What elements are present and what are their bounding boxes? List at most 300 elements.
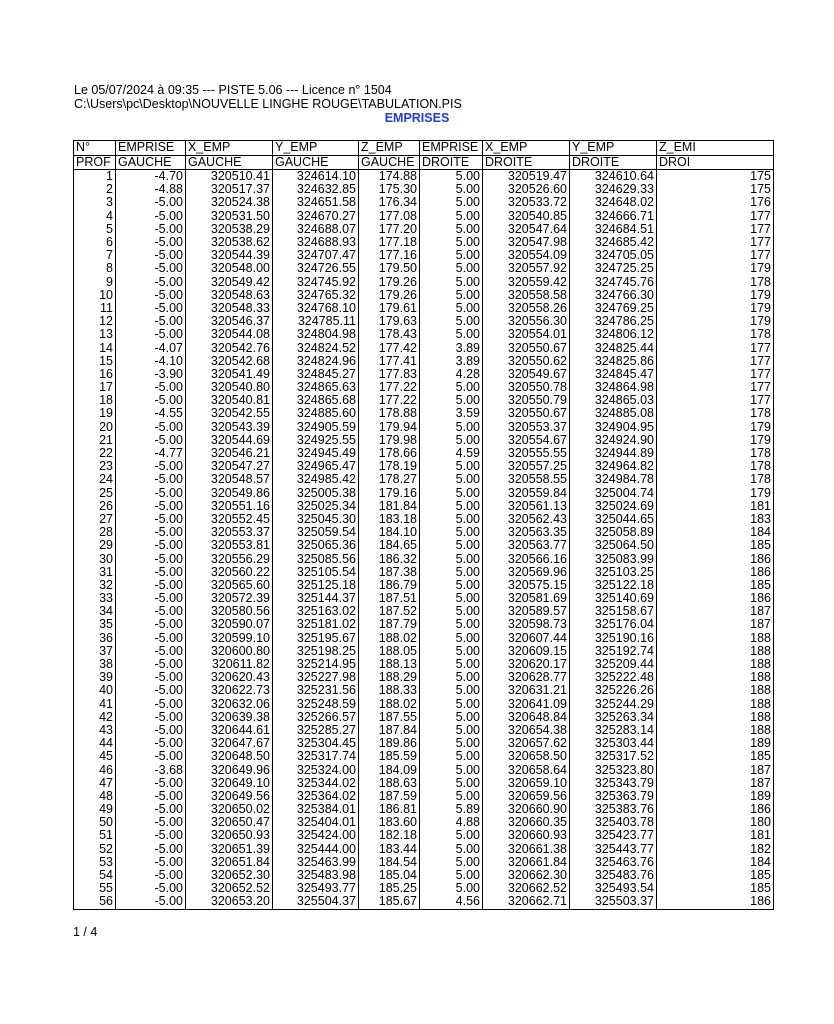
table-cell: 320560.22	[186, 566, 273, 579]
table-cell: 320658.64	[483, 763, 570, 776]
table-cell: 320524.38	[186, 196, 273, 209]
table-cell: 325384.01	[273, 803, 359, 816]
table-cell: 325503.37	[570, 895, 657, 909]
table-cell: 5.00	[420, 170, 483, 184]
table-cell: 324766.30	[570, 289, 657, 302]
table-cell: 189.86	[359, 737, 420, 750]
table-cell: 320533.72	[483, 196, 570, 209]
table-header	[74, 141, 774, 170]
table-cell: 325226.26	[570, 684, 657, 697]
table-cell: 186	[657, 895, 774, 909]
table-row	[74, 763, 774, 776]
table-cell: 325024.69	[570, 500, 657, 513]
table-row	[74, 856, 774, 869]
table-cell: 184	[657, 526, 774, 539]
table-cell: 5.00	[420, 869, 483, 882]
table-cell: 22	[74, 447, 116, 460]
table-cell: 324865.68	[273, 394, 359, 407]
table-cell: 23	[74, 460, 116, 473]
table-cell: 188	[657, 645, 774, 658]
table-cell: -5.00	[116, 895, 186, 909]
table-cell: 325192.74	[570, 645, 657, 658]
table-cell: 186.32	[359, 552, 420, 565]
table-cell: 320542.55	[186, 407, 273, 420]
table-row	[74, 869, 774, 882]
column-header: Z_EMI	[657, 141, 774, 156]
table-cell: 320660.35	[483, 816, 570, 829]
table-cell: 325227.98	[273, 671, 359, 684]
table-cell: 320650.02	[186, 803, 273, 816]
table-cell: 179.26	[359, 276, 420, 289]
table-cell: 320549.86	[186, 487, 273, 500]
column-header: DROI	[657, 155, 774, 170]
table-cell: 324786.25	[570, 315, 657, 328]
table-cell: 324845.47	[570, 368, 657, 381]
table-cell: 179	[657, 421, 774, 434]
table-cell: 325463.99	[273, 856, 359, 869]
table-cell: 18	[74, 394, 116, 407]
table-cell: -5.00	[116, 803, 186, 816]
table-cell: 325283.14	[570, 724, 657, 737]
table-cell: 320648.50	[186, 750, 273, 763]
table-cell: 179	[657, 302, 774, 315]
table-cell: 4.28	[420, 368, 483, 381]
table-row	[74, 289, 774, 302]
table-cell: 324905.59	[273, 421, 359, 434]
emprises-table	[73, 140, 774, 910]
table-cell: 325444.00	[273, 843, 359, 856]
table-cell: 186	[657, 803, 774, 816]
table-cell: 5.00	[420, 552, 483, 565]
table-cell: 37	[74, 645, 116, 658]
table-cell: -5.00	[116, 434, 186, 447]
table-row	[74, 183, 774, 196]
table-cell: 48	[74, 790, 116, 803]
table-cell: 320662.30	[483, 869, 570, 882]
column-header: DROITE	[420, 155, 483, 170]
table-cell: 320632.06	[186, 698, 273, 711]
table-row	[74, 645, 774, 658]
table-cell: 5.00	[420, 196, 483, 209]
table-row	[74, 671, 774, 684]
table-cell: 320660.90	[483, 803, 570, 816]
table-row	[74, 632, 774, 645]
table-cell: 178	[657, 276, 774, 289]
table-cell: 325363.79	[570, 790, 657, 803]
table-row	[74, 262, 774, 275]
table-cell: 5.00	[420, 236, 483, 249]
table-cell: 55	[74, 882, 116, 895]
table-cell: 10	[74, 289, 116, 302]
table-cell: 45	[74, 750, 116, 763]
table-cell: 185.04	[359, 869, 420, 882]
table-cell: 324865.03	[570, 394, 657, 407]
table-cell: 5.00	[420, 289, 483, 302]
table-cell: 5.00	[420, 711, 483, 724]
table-cell: -5.00	[116, 500, 186, 513]
table-cell: 188	[657, 632, 774, 645]
table-cell: -5.00	[116, 421, 186, 434]
table-cell: 320662.52	[483, 882, 570, 895]
column-header: GAUCHE	[273, 155, 359, 170]
table-cell: 5.00	[420, 249, 483, 262]
table-cell: 320541.49	[186, 368, 273, 381]
column-header: EMPRISE	[420, 141, 483, 156]
table-cell: 325443.77	[570, 843, 657, 856]
column-header: Z_EMP	[359, 141, 420, 156]
table-cell: 54	[74, 869, 116, 882]
table-cell: 24	[74, 473, 116, 486]
table-cell: 5.00	[420, 487, 483, 500]
table-cell: 175.30	[359, 183, 420, 196]
report-header-line: Le 05/07/2024 à 09:35 --- PISTE 5.06 --- Licence n° 1504	[74, 83, 392, 97]
table-cell: 27	[74, 513, 116, 526]
table-row	[74, 249, 774, 262]
table-cell: 320547.98	[483, 236, 570, 249]
table-cell: 44	[74, 737, 116, 750]
table-cell: 324944.89	[570, 447, 657, 460]
table-cell: 325248.59	[273, 698, 359, 711]
table-row	[74, 315, 774, 328]
column-header: X_EMP	[483, 141, 570, 156]
table-cell: -4.55	[116, 407, 186, 420]
table-cell: 5.00	[420, 790, 483, 803]
table-cell: 188.02	[359, 632, 420, 645]
table-cell: 320542.76	[186, 341, 273, 354]
table-row	[74, 684, 774, 697]
table-cell: 320649.56	[186, 790, 273, 803]
table-row	[74, 487, 774, 500]
table-cell: 324614.10	[273, 170, 359, 184]
table-cell: 324984.78	[570, 473, 657, 486]
table-cell: 189	[657, 790, 774, 803]
table-cell: -5.00	[116, 843, 186, 856]
table-cell: 188	[657, 711, 774, 724]
table-cell: 187	[657, 763, 774, 776]
column-header: X_EMP	[186, 141, 273, 156]
table-cell: 325058.89	[570, 526, 657, 539]
table-cell: 2	[74, 183, 116, 196]
table-cell: 184.54	[359, 856, 420, 869]
table-cell: 5.00	[420, 513, 483, 526]
table-cell: 320649.96	[186, 763, 273, 776]
table-cell: 324925.55	[273, 434, 359, 447]
table-row	[74, 407, 774, 420]
table-cell: 36	[74, 632, 116, 645]
table-cell: 179.26	[359, 289, 420, 302]
table-cell: 324865.63	[273, 381, 359, 394]
table-cell: 324825.44	[570, 341, 657, 354]
table-cell: -5.00	[116, 381, 186, 394]
table-cell: 325483.98	[273, 869, 359, 882]
table-cell: -5.00	[116, 671, 186, 684]
table-cell: 320580.56	[186, 605, 273, 618]
table-cell: 185.25	[359, 882, 420, 895]
table-cell: 177.41	[359, 355, 420, 368]
table-cell: 3	[74, 196, 116, 209]
table-row	[74, 500, 774, 513]
table-cell: 46	[74, 763, 116, 776]
table-cell: 9	[74, 276, 116, 289]
column-header: Y_EMP	[570, 141, 657, 156]
table-cell: 188.02	[359, 698, 420, 711]
table-cell: 177	[657, 394, 774, 407]
table-cell: -5.00	[116, 579, 186, 592]
table-cell: 325244.29	[570, 698, 657, 711]
table-cell: 29	[74, 539, 116, 552]
table-cell: 8	[74, 262, 116, 275]
table-cell: 320547.27	[186, 460, 273, 473]
table-cell: 182	[657, 843, 774, 856]
table-cell: 320538.62	[186, 236, 273, 249]
table-cell: 325222.48	[570, 671, 657, 684]
table-cell: 5.00	[420, 434, 483, 447]
table-cell: -5.00	[116, 645, 186, 658]
table-cell: -4.70	[116, 170, 186, 184]
table-row	[74, 829, 774, 842]
table-cell: 325343.79	[570, 777, 657, 790]
table-cell: 320575.15	[483, 579, 570, 592]
table-cell: 177	[657, 381, 774, 394]
table-cell: -5.00	[116, 539, 186, 552]
table-cell: 320548.57	[186, 473, 273, 486]
table-cell: 177.16	[359, 249, 420, 262]
column-header: EMPRISE	[116, 141, 186, 156]
table-cell: 320647.67	[186, 737, 273, 750]
table-cell: 320550.67	[483, 341, 570, 354]
table-row	[74, 460, 774, 473]
table-cell: 320546.21	[186, 447, 273, 460]
table-cell: 325324.00	[273, 763, 359, 776]
table-cell: 320548.63	[186, 289, 273, 302]
table-cell: 177	[657, 210, 774, 223]
table-cell: 320572.39	[186, 592, 273, 605]
table-cell: 324688.07	[273, 223, 359, 236]
table-cell: 175	[657, 183, 774, 196]
table-cell: 320544.08	[186, 328, 273, 341]
table-cell: 177	[657, 355, 774, 368]
table-cell: 320547.64	[483, 223, 570, 236]
emprises-table-container	[73, 140, 771, 910]
table-cell: 320589.57	[483, 605, 570, 618]
table-cell: 5.00	[420, 777, 483, 790]
table-cell: 325493.77	[273, 882, 359, 895]
table-cell: -5.00	[116, 737, 186, 750]
table-cell: 43	[74, 724, 116, 737]
table-cell: 320607.44	[483, 632, 570, 645]
table-cell: 5.00	[420, 381, 483, 394]
table-cell: 320531.50	[186, 210, 273, 223]
table-cell: 320653.20	[186, 895, 273, 909]
table-cell: 320549.42	[186, 276, 273, 289]
table-cell: 320554.09	[483, 249, 570, 262]
table-cell: 4	[74, 210, 116, 223]
table-cell: 177.20	[359, 223, 420, 236]
table-cell: 30	[74, 552, 116, 565]
table-cell: 320590.07	[186, 618, 273, 631]
table-cell: 324806.12	[570, 328, 657, 341]
table-cell: 320661.84	[483, 856, 570, 869]
table-cell: 324785.11	[273, 315, 359, 328]
table-row	[74, 328, 774, 341]
table-cell: 325383.76	[570, 803, 657, 816]
table-cell: 320519.47	[483, 170, 570, 184]
table-cell: -5.00	[116, 618, 186, 631]
table-cell: 187.59	[359, 790, 420, 803]
table-cell: 38	[74, 658, 116, 671]
table-cell: 325303.44	[570, 737, 657, 750]
table-cell: 320628.77	[483, 671, 570, 684]
table-cell: 5.00	[420, 605, 483, 618]
table-cell: -5.00	[116, 816, 186, 829]
table-cell: -3.90	[116, 368, 186, 381]
table-row	[74, 368, 774, 381]
table-cell: 5.00	[420, 302, 483, 315]
table-cell: 179	[657, 487, 774, 500]
table-row	[74, 816, 774, 829]
table-cell: 5.00	[420, 882, 483, 895]
table-cell: 25	[74, 487, 116, 500]
table-cell: 17	[74, 381, 116, 394]
table-cell: 187	[657, 618, 774, 631]
table-cell: 187.52	[359, 605, 420, 618]
table-cell: 51	[74, 829, 116, 842]
table-cell: 188	[657, 671, 774, 684]
table-cell: 320538.29	[186, 223, 273, 236]
table-cell: -5.00	[116, 632, 186, 645]
table-cell: 179.50	[359, 262, 420, 275]
table-cell: 41	[74, 698, 116, 711]
table-cell: -5.00	[116, 487, 186, 500]
table-cell: 325424.00	[273, 829, 359, 842]
table-cell: 179.61	[359, 302, 420, 315]
table-cell: -5.00	[116, 829, 186, 842]
table-cell: 187.38	[359, 566, 420, 579]
table-cell: 324707.47	[273, 249, 359, 262]
table-cell: 177.08	[359, 210, 420, 223]
table-cell: -5.00	[116, 210, 186, 223]
table-cell: 181	[657, 829, 774, 842]
table-cell: 14	[74, 341, 116, 354]
table-cell: 325404.01	[273, 816, 359, 829]
table-cell: 186	[657, 552, 774, 565]
table-cell: 5.00	[420, 724, 483, 737]
table-cell: 320599.10	[186, 632, 273, 645]
table-cell: 185.59	[359, 750, 420, 763]
table-cell: 185	[657, 869, 774, 882]
table-cell: 5	[74, 223, 116, 236]
table-row	[74, 421, 774, 434]
table-cell: 320542.68	[186, 355, 273, 368]
table-row	[74, 552, 774, 565]
table-cell: 188.29	[359, 671, 420, 684]
table-cell: 320565.60	[186, 579, 273, 592]
table-row	[74, 790, 774, 803]
table-row	[74, 526, 774, 539]
table-cell: 325181.02	[273, 618, 359, 631]
table-row	[74, 658, 774, 671]
table-cell: 178	[657, 447, 774, 460]
table-cell: 324924.90	[570, 434, 657, 447]
table-cell: 5.00	[420, 460, 483, 473]
table-row	[74, 777, 774, 790]
table-cell: 325059.54	[273, 526, 359, 539]
table-cell: 320659.56	[483, 790, 570, 803]
header-row	[74, 155, 774, 170]
table-cell: 324768.10	[273, 302, 359, 315]
table-cell: 5.00	[420, 763, 483, 776]
table-cell: 320553.37	[483, 421, 570, 434]
table-cell: 325263.34	[570, 711, 657, 724]
table-cell: 50	[74, 816, 116, 829]
table-cell: 320652.52	[186, 882, 273, 895]
table-cell: 187	[657, 777, 774, 790]
table-cell: 320557.25	[483, 460, 570, 473]
table-cell: 33	[74, 592, 116, 605]
table-row	[74, 592, 774, 605]
table-cell: 34	[74, 605, 116, 618]
table-cell: 320550.78	[483, 381, 570, 394]
table-cell: 177.22	[359, 381, 420, 394]
table-cell: 5.00	[420, 526, 483, 539]
table-cell: 179.63	[359, 315, 420, 328]
table-cell: -5.00	[116, 302, 186, 315]
table-body	[74, 170, 774, 910]
table-cell: 188.05	[359, 645, 420, 658]
table-cell: 5.00	[420, 394, 483, 407]
table-cell: 320598.73	[483, 618, 570, 631]
table-row	[74, 566, 774, 579]
table-cell: 320555.55	[483, 447, 570, 460]
table-cell: 325423.77	[570, 829, 657, 842]
column-header: GAUCHE	[359, 155, 420, 170]
table-cell: 324885.60	[273, 407, 359, 420]
table-cell: 320548.33	[186, 302, 273, 315]
table-row	[74, 236, 774, 249]
table-cell: 325144.37	[273, 592, 359, 605]
table-cell: 320526.60	[483, 183, 570, 196]
table-cell: 324769.25	[570, 302, 657, 315]
table-cell: 325209.44	[570, 658, 657, 671]
table-row	[74, 803, 774, 816]
table-cell: 320556.29	[186, 552, 273, 565]
table-cell: 178.27	[359, 473, 420, 486]
table-cell: -4.88	[116, 183, 186, 196]
table-cell: 320544.39	[186, 249, 273, 262]
table-cell: 12	[74, 315, 116, 328]
table-cell: 183.44	[359, 843, 420, 856]
table-cell: -5.00	[116, 526, 186, 539]
table-cell: 185	[657, 539, 774, 552]
table-cell: 320544.69	[186, 434, 273, 447]
table-cell: 188.13	[359, 658, 420, 671]
table-cell: 320546.37	[186, 315, 273, 328]
table-cell: 52	[74, 843, 116, 856]
table-cell: -5.00	[116, 276, 186, 289]
table-cell: 320549.67	[483, 368, 570, 381]
table-cell: 320553.37	[186, 526, 273, 539]
table-cell: 185	[657, 579, 774, 592]
table-cell: 5.00	[420, 276, 483, 289]
table-cell: 320554.67	[483, 434, 570, 447]
table-row	[74, 394, 774, 407]
table-cell: 177.18	[359, 236, 420, 249]
table-cell: 325122.18	[570, 579, 657, 592]
table-cell: 325083.99	[570, 552, 657, 565]
table-cell: 178.19	[359, 460, 420, 473]
table-cell: 325198.25	[273, 645, 359, 658]
table-cell: 5.00	[420, 684, 483, 697]
